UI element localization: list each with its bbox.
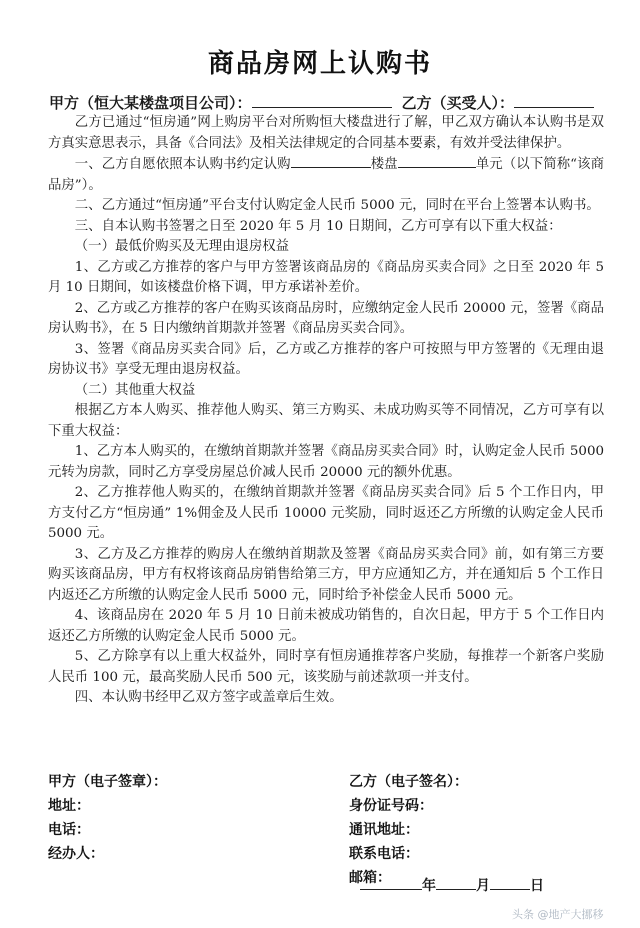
year-label: 年 bbox=[422, 878, 436, 894]
clause-1-1: 1、乙方或乙方推荐的客户与甲方签署该商品房的《商品房买卖合同》之日至 2020 年 5 月 10 日期间，如该楼盘价格下调，甲方承诺补差价。 bbox=[48, 259, 604, 295]
unit-blank bbox=[398, 154, 476, 168]
month-blank bbox=[436, 875, 476, 890]
p2-text-c: 单元（以下简称“该商品房”）。 bbox=[48, 157, 604, 193]
document-body bbox=[48, 113, 604, 709]
paragraph-2: 二、乙方通过“恒房通”平台支付认购定金人民币 5000 元，同时在平台上签署本认购书。 bbox=[74, 198, 600, 213]
party-b-address-label: 通讯地址： bbox=[349, 822, 419, 838]
clause-2-intro: 根据乙方本人购买、推荐他人购买、第三方购买、未成功购买等不同情况，乙方可享有以下重大权益： bbox=[48, 403, 604, 439]
party-b-blank bbox=[514, 93, 594, 108]
year-blank bbox=[360, 875, 422, 890]
party-a-seal-label: 甲方（电子签章）： bbox=[48, 774, 167, 790]
party-a-agent-label: 经办人： bbox=[48, 846, 104, 862]
p2-text-b: 楼盘 bbox=[370, 157, 398, 172]
party-a-phone-label: 电话： bbox=[48, 822, 90, 838]
party-b-signature-block bbox=[349, 770, 468, 890]
clause-2-4: 4、该商品房在 2020 年 5 月 10 日前未被成功销售的，自次日起，甲方于 5 个工作日内返还乙方所缴的认购定金人民币 5000 元。 bbox=[48, 608, 604, 644]
watermark: 头条 @地产大挪移 bbox=[512, 908, 604, 921]
month-label: 月 bbox=[476, 878, 490, 894]
paragraph-3: 三、自本认购书签署之日至 2020 年 5 月 10 日期间，乙方可享有以下重大权益： bbox=[74, 218, 562, 234]
p2-text-a: 一、乙方自愿依照本认购书约定认购 bbox=[74, 157, 291, 172]
party-a-signature-block bbox=[48, 770, 167, 866]
estate-blank bbox=[291, 154, 371, 168]
clause-2-5: 5、乙方除享有以上重大权益外，同时享有恒房通推荐客户奖励，每推荐一个新客户奖励人民币 100 元，最高奖励人民币 500 元，该奖励与前述款项一并支付。 bbox=[48, 649, 604, 685]
party-line bbox=[49, 92, 609, 113]
party-b-email-label: 邮箱： bbox=[349, 870, 391, 886]
party-b-label: 乙方（买受人）： bbox=[401, 94, 515, 112]
party-a-blank bbox=[252, 93, 392, 108]
party-b-signature-label: 乙方（电子签名）： bbox=[349, 774, 468, 790]
clause-2-1: 1、乙方本人购买的，在缴纳首期款并签署《商品房买卖合同》时，认购定金人民币 5000 元转为房款，同时乙方享受房屋总价减人民币 20000 元的额外优惠。 bbox=[48, 444, 604, 480]
date-line bbox=[360, 875, 544, 895]
subheading-2: （二）其他重大权益 bbox=[74, 382, 196, 398]
paragraph-4: 四、本认购书经甲乙双方签字或盖章后生效。 bbox=[74, 690, 343, 705]
paragraph-1 bbox=[48, 154, 604, 196]
party-b-phone-label: 联系电话： bbox=[349, 846, 419, 862]
paragraph-intro: 乙方已通过“恒房通”网上购房平台对所购恒大楼盘进行了解，甲乙双方确认本认购书是双方真实意思表示，具备《合同法》及相关法律规定的合同基本要素，有效并受法律保护。 bbox=[48, 115, 604, 151]
day-blank bbox=[490, 875, 530, 890]
clause-2-3: 3、乙方及乙方推荐的购房人在缴纳首期款及签署《商品房买卖合同》前，如有第三方要购买该商品房，甲方有权将该商品房销售给第三方，甲方应通知乙方，并在通知后 5 个工作日内返还乙方所缴的认购定金人民币 5000 元，同时给予补偿金人民币 5000 元。 bbox=[48, 546, 604, 603]
document-title: 商品房网上认购书 bbox=[207, 49, 432, 79]
clause-1-2: 2、乙方或乙方推荐的客户在购买该商品房时，应缴纳定金人民币 20000 元，签署《商品房认购书》，在 5 日内缴纳首期款并签署《商品房买卖合同》。 bbox=[48, 300, 604, 336]
clause-1-3: 3、签署《商品房买卖合同》后，乙方或乙方推荐的客户可按照与甲方签署的《无理由退房协议书》享受无理由退房权益。 bbox=[48, 341, 604, 377]
clause-2-2: 2、乙方推荐他人购买的，在缴纳首期款并签署《商品房买卖合同》后 5 个工作日内，甲方支付乙方“恒房通” 1%佣金及人民币 10000 元奖励，同时返还乙方所缴的认购定金人民币 5000 元。 bbox=[48, 485, 604, 541]
party-b-id-label: 身份证号码： bbox=[349, 798, 433, 814]
day-label: 日 bbox=[530, 878, 544, 894]
party-a-address-label: 地址： bbox=[48, 798, 90, 814]
party-a-label: 甲方（恒大某楼盘项目公司）： bbox=[49, 94, 252, 112]
subheading-1: （一）最低价购买及无理由退房权益 bbox=[74, 239, 290, 254]
